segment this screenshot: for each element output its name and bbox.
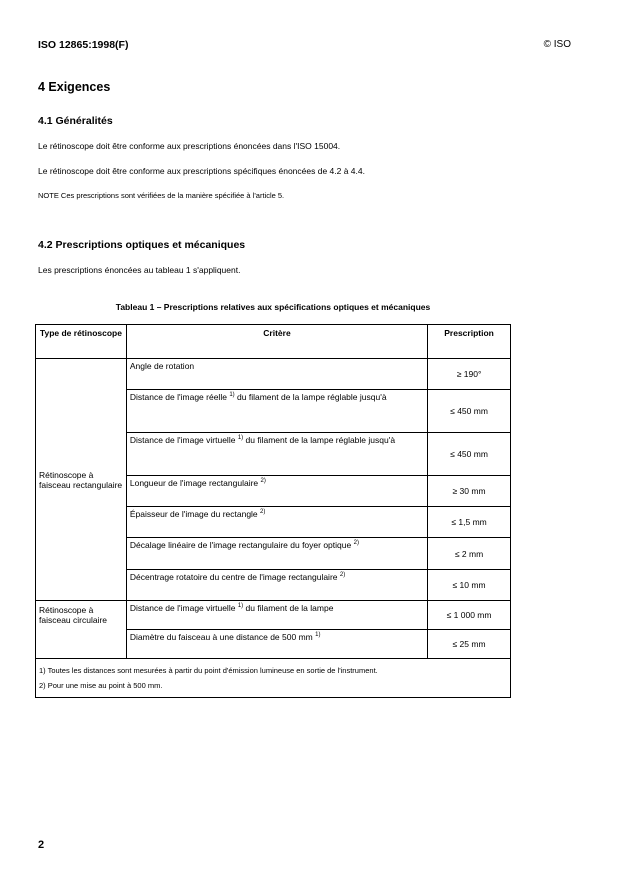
page-number: 2 — [38, 839, 45, 851]
note-4-1: NOTE Ces prescriptions sont vérifiées de la manière spécifiée à l'article 5. — [38, 191, 285, 200]
criterion-cell: Décentrage rotatoire du centre de l'image rectangulaire $^{2)}$ — [126, 570, 427, 601]
header-prescription: Prescription — [428, 325, 511, 359]
prescription-cell: ≤ 1 000 mm — [428, 601, 511, 630]
requirements-table — [35, 324, 511, 698]
header-type: Type de rétinoscope — [36, 325, 127, 359]
criterion-cell: Angle de rotation — [126, 359, 427, 390]
type-rectangular-beam: Rétinoscope à faisceau rectangulaire — [36, 359, 127, 601]
section-4-title: 4 Exigences — [38, 80, 111, 94]
criterion-cell: Épaisseur de l'image du rectangle $^{2)}$ — [126, 507, 427, 538]
criterion-cell: Distance de l'image réelle $^{1)}$ du filament de la lampe réglable jusqu'à — [126, 390, 427, 433]
criterion-cell: Décalage linéaire de l'image rectangulaire du foyer optique $^{2)}$ — [126, 538, 427, 570]
table-row — [36, 601, 511, 630]
criterion-cell: Distance de l'image virtuelle $^{1)}$ du filament de la lampe réglable jusqu'à — [126, 433, 427, 476]
paragraph-4-1-a: Le rétinoscope doit être conforme aux prescriptions énoncées dans l'ISO 15004. — [38, 141, 341, 151]
footnote-2: 2) Pour une mise au point à 500 mm. — [39, 681, 163, 690]
prescription-cell: ≤ 10 mm — [428, 570, 511, 601]
prescription-cell: ≤ 2 mm — [428, 538, 511, 570]
criterion-cell: Longueur de l'image rectangulaire $^{2)}$ — [126, 476, 427, 507]
header-criterion: Critère — [126, 325, 427, 359]
table-caption: Tableau 1 – Prescriptions relatives aux spécifications optiques et mécaniques — [115, 302, 431, 312]
prescription-cell: ≥ 190° — [428, 359, 511, 390]
document-header-standard: ISO 12865:1998(F) — [38, 39, 129, 51]
prescription-cell: ≤ 25 mm — [428, 630, 511, 659]
table-footnotes — [36, 659, 511, 698]
footnote-1: 1) Toutes les distances sont mesurées à partir du point d'émission lumineuse en sortie de l'instrument. — [39, 666, 378, 675]
section-4-2-title: 4.2 Prescriptions optiques et mécaniques — [38, 239, 246, 251]
paragraph-4-2: Les prescriptions énoncées au tableau 1 s'appliquent. — [38, 265, 241, 275]
table-footnotes-row — [36, 659, 511, 698]
type-circular-beam: Rétinoscope à faisceau circulaire — [36, 601, 127, 659]
criterion-cell: Diamètre du faisceau à une distance de 500 mm $^{1)}$ — [126, 630, 427, 659]
criterion-cell: Distance de l'image virtuelle $^{1)}$ du filament de la lampe — [126, 601, 427, 630]
section-4-1-title: 4.1 Généralités — [38, 115, 113, 127]
copyright-notice: © ISO — [543, 39, 571, 50]
table-header-row — [36, 325, 511, 359]
prescription-cell: ≤ 1,5 mm — [428, 507, 511, 538]
paragraph-4-1-b: Le rétinoscope doit être conforme aux prescriptions spécifiques énoncées de 4.2 à 4.4. — [38, 166, 365, 176]
prescription-cell: ≤ 450 mm — [428, 390, 511, 433]
prescription-cell: ≥ 30 mm — [428, 476, 511, 507]
prescription-cell: ≤ 450 mm — [428, 433, 511, 476]
table-row — [36, 359, 511, 390]
